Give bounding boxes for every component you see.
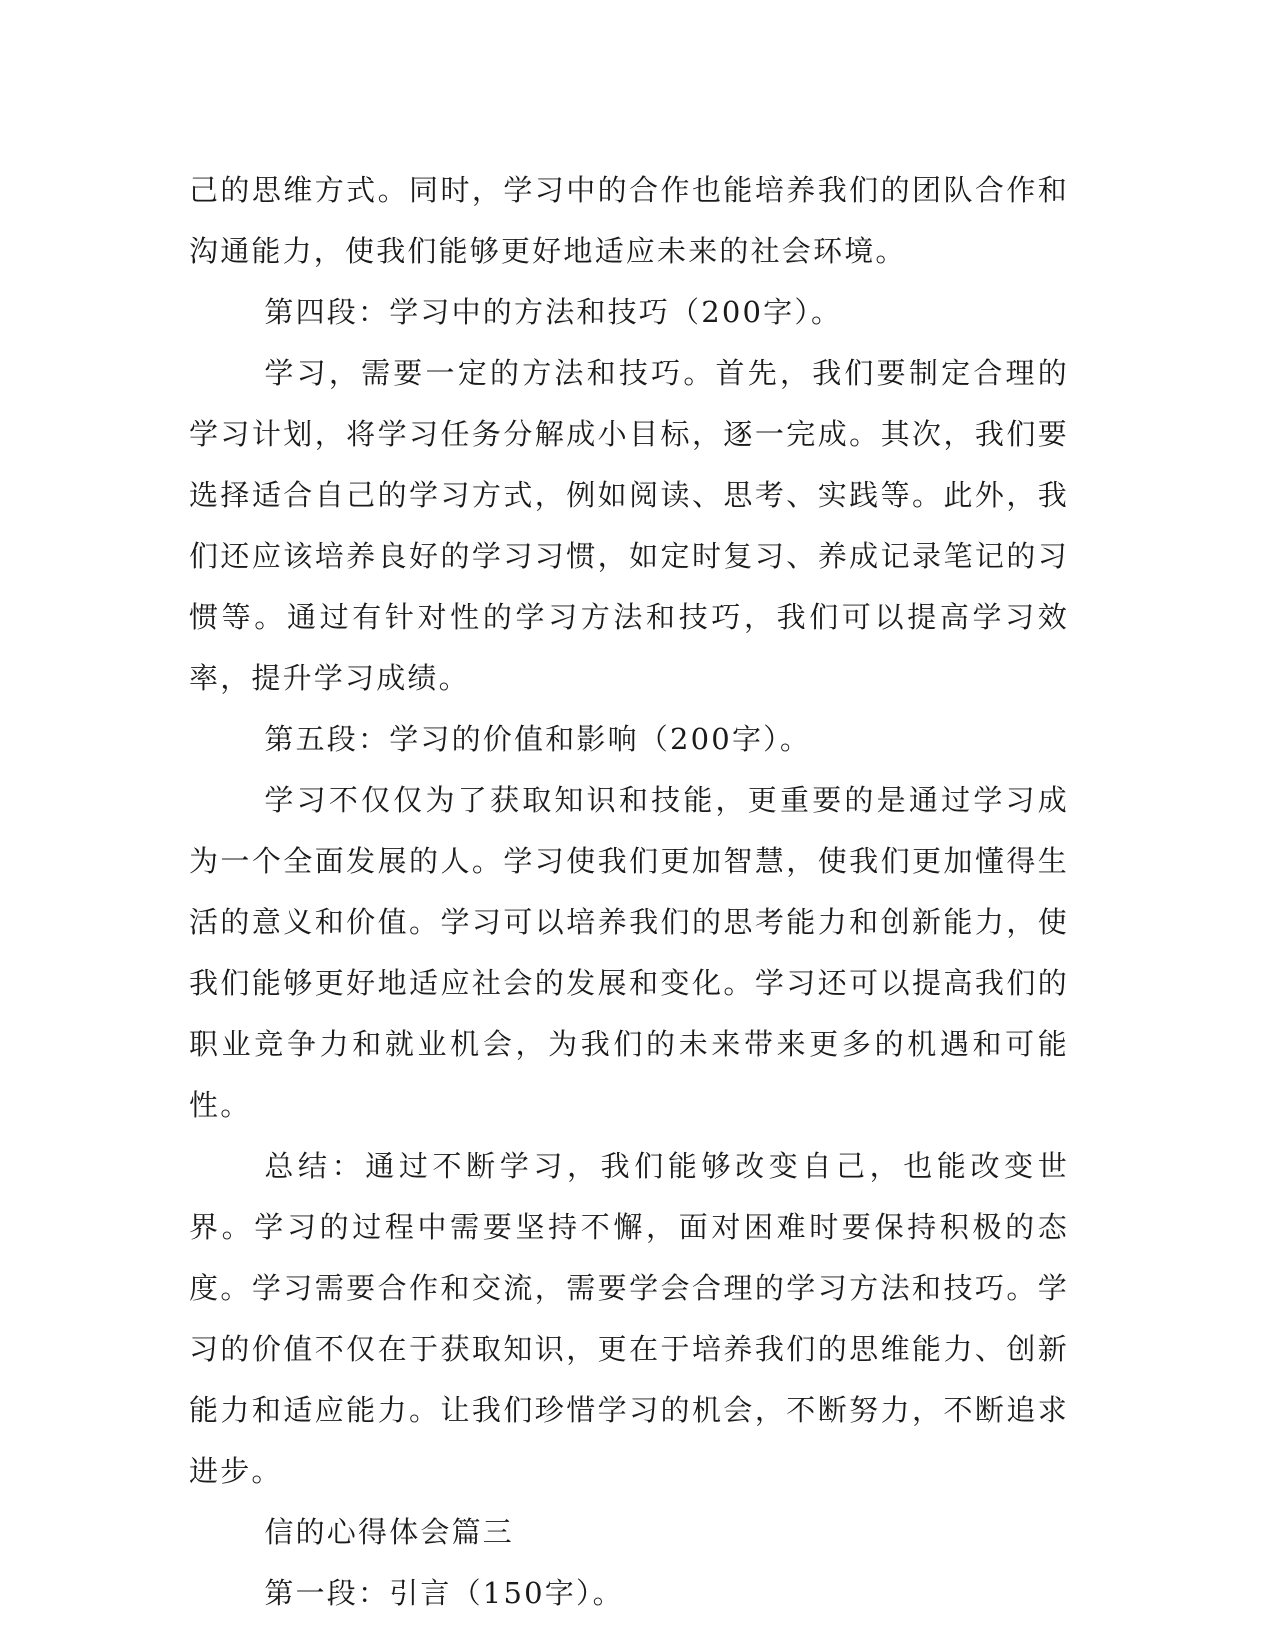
paragraph-value: 学习不仅仅为了获取知识和技能，更重要的是通过学习成为一个全面发展的人。学习使我们更加智慧，使我们更加懂得生活的意义和价值。学习可以培养我们的思考能力和创新能力，使我们能够更好地适应社会的发展和变化。学习还可以提高我们的职业竞争力和就业机会，为我们的未来带来更多的机遇和可能性。 [189,783,1069,1122]
section-heading-1: 第一段：引言（150字）。 [264,1576,624,1610]
section-heading-4: 第四段：学习中的方法和技巧（200字）。 [264,295,843,329]
paragraph-summary: 总结：通过不断学习，我们能够改变自己，也能改变世界。学习的过程中需要坚持不懈，面对困难时要保持积极的态度。学习需要合作和交流，需要学会合理的学习方法和技巧。学习的价值不仅在于获取知识，更在于培养我们的思维能力、创新能力和适应能力。让我们珍惜学习的机会，不断努力，不断追求进步。 [189,1149,1069,1488]
document-body [189,160,1069,1624]
paragraph-methods: 学习，需要一定的方法和技巧。首先，我们要制定合理的学习计划，将学习任务分解成小目标，逐一完成。其次，我们要选择适合自己的学习方式，例如阅读、思考、实践等。此外，我们还应该培养良好的学习习惯，如定时复习、养成记录笔记的习惯等。通过有针对性的学习方法和技巧，我们可以提高学习效率，提升学习成绩。 [189,356,1069,695]
article-title-3: 信的心得体会篇三 [264,1515,514,1549]
section-heading-5: 第五段：学习的价值和影响（200字）。 [264,722,812,756]
paragraph-continuation: 己的思维方式。同时，学习中的合作也能培养我们的团队合作和沟通能力，使我们能够更好地适应未来的社会环境。 [189,173,1069,268]
